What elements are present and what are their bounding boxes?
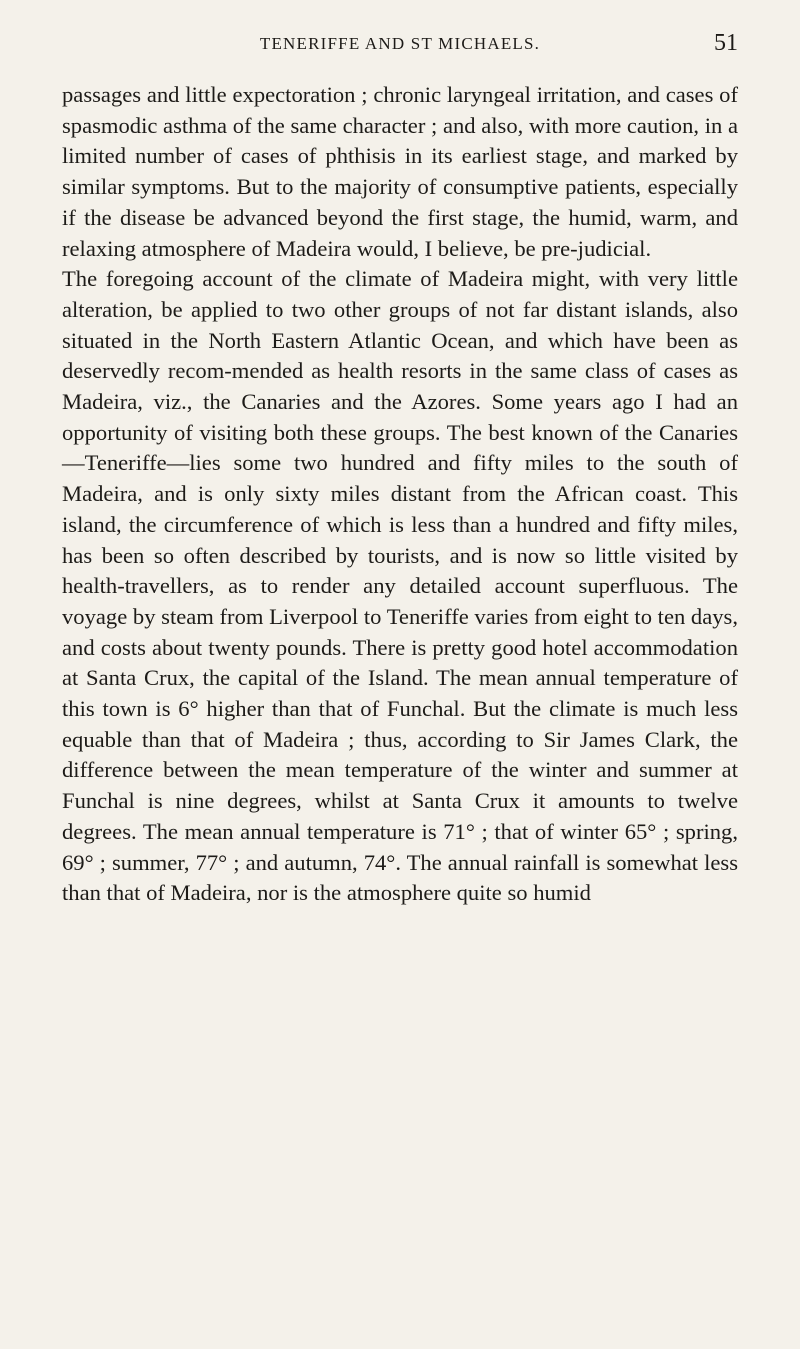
page-number: 51 (714, 30, 738, 56)
running-title: TENERIFFE AND ST MICHAELS. (259, 34, 541, 53)
body-text (62, 80, 738, 909)
paragraph-teneriffe: The foregoing account of the climate of Madeira might, with very little alteration, be applied to two other groups of not far distant islands, also situated in the North Eastern Atlantic Ocean, and which have been as deservedly recom-mended as health resorts in the same class of cases as Madeira, viz., the Canaries and the Azores. Some years ago I had an opportunity of visiting both these groups. The best known of the Canaries—Teneriffe—lies some two hundred and fifty miles to the south of Madeira, and is only sixty miles distant from the African coast. This island, the circumference of which is less than a hundred and fifty miles, has been so often described by tourists, and is now so little visited by health-travellers, as to render any detailed account superfluous. The voyage by steam from Liverpool to Teneriffe varies from eight to ten days, and costs about twenty pounds. There is pretty good hotel accommodation at Santa Crux, the capital of the Island. The mean annual temperature of this town is 6° higher than that of Funchal. But the climate is much less equable than that of Madeira ; thus, according to Sir James Clark, the difference between the mean temperature of the winter and summer at Funchal is nine degrees, whilst at Santa Crux it amounts to twelve degrees. The mean annual temperature is 71° ; that of winter 65° ; spring, 69° ; summer, 77° ; and autumn, 74°. The annual rainfall is somewhat less than that of Madeira, nor is the atmosphere quite so humid (62, 266, 738, 906)
paragraph-continuation: passages and little expectoration ; chronic laryngeal irritation, and cases of spasmodic asthma of the same character ; and also, with more caution, in a limited number of cases of phthisis in its earliest stage, and marked by similar symptoms. But to the majority of consumptive patients, especially if the disease be advanced beyond the first stage, the humid, warm, and relaxing atmosphere of Madeira would, I believe, be pre-judicial. (62, 82, 738, 261)
running-header (62, 30, 738, 60)
